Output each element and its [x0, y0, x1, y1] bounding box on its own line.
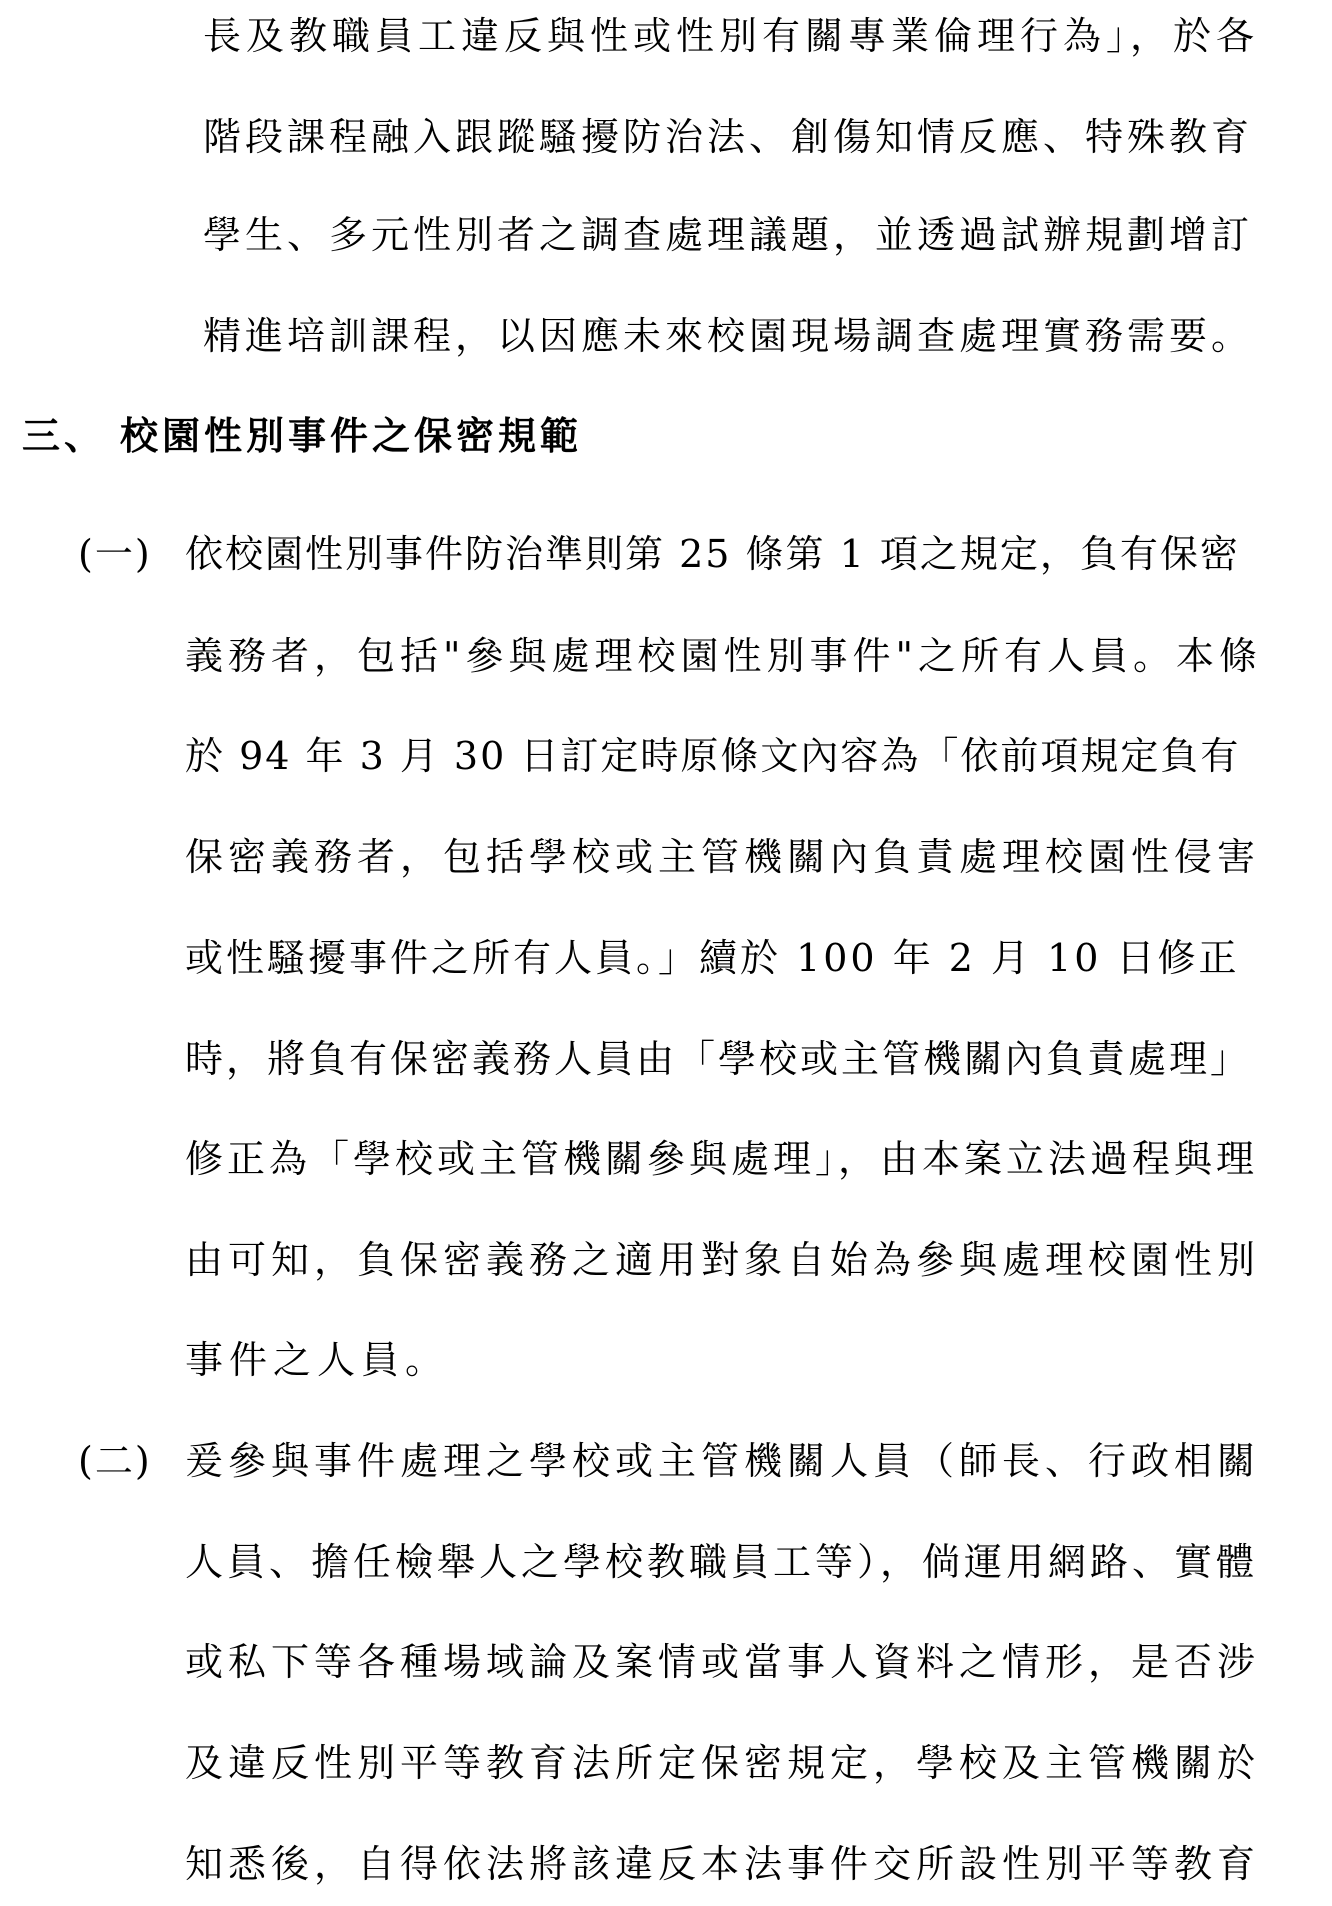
item-2-line-1: 爰參與事件處理之學校或主管機關人員（師長、行政相關 — [185, 1439, 1261, 1483]
item-1-line-1: 依校園性別事件防治準則第 25 條第 1 項之規定，負有保密 — [185, 532, 1240, 576]
section-heading — [22, 412, 582, 460]
item-1-line-8: 由可知，負保密義務之適用對象自始為參與處理校園性別 — [185, 1238, 1261, 1282]
item-2-line-3: 或私下等各種場域論及案情或當事人資料之情形，是否涉 — [185, 1640, 1261, 1684]
item-1-line-2: 義務者，包括"參與處理校園性別事件"之所有人員。本條 — [185, 634, 1262, 678]
continuation-line-2: 階段課程融入跟蹤騷擾防治法、創傷知情反應、特殊教育 — [203, 115, 1254, 159]
section-title: 校園性別事件之保密規範 — [120, 414, 583, 458]
item-1-line-9: 事件之人員。 — [185, 1338, 450, 1382]
item-marker-1: (一) — [78, 532, 152, 576]
continuation-line-4: 精進培訓課程，以因應未來校園現場調查處理實務需要。 — [203, 314, 1254, 358]
section-number: 三、 — [22, 414, 107, 458]
item-2-line-5: 知悉後，自得依法將該違反本法事件交所設性別平等教育 — [185, 1842, 1261, 1886]
item-1-line-4: 保密義務者，包括學校或主管機關內負責處理校園性侵害 — [185, 835, 1261, 879]
item-1-line-6: 時，將負有保密義務人員由「學校或主管機關內負責處理」 — [185, 1037, 1252, 1081]
item-1-line-5: 或性騷擾事件之所有人員。」續於 100 年 2 月 10 日修正 — [185, 936, 1240, 980]
item-2-line-2: 人員、擔任檢舉人之學校教職員工等），倘運用網路、實體 — [185, 1540, 1259, 1584]
continuation-line-1: 長及教職員工違反與性或性別有關專業倫理行為」，於各 — [203, 14, 1260, 58]
item-marker-2: (二) — [78, 1439, 152, 1483]
item-1-line-3: 於 94 年 3 月 30 日訂定時原條文內容為「依前項規定負有 — [185, 734, 1241, 778]
item-2-line-4: 及違反性別平等教育法所定保密規定，學校及主管機關於 — [185, 1741, 1261, 1785]
continuation-line-3: 學生、多元性別者之調查處理議題，並透過試辦規劃增訂 — [203, 213, 1254, 257]
item-1-line-7: 修正為「學校或主管機關參與處理」，由本案立法過程與理 — [185, 1137, 1259, 1181]
